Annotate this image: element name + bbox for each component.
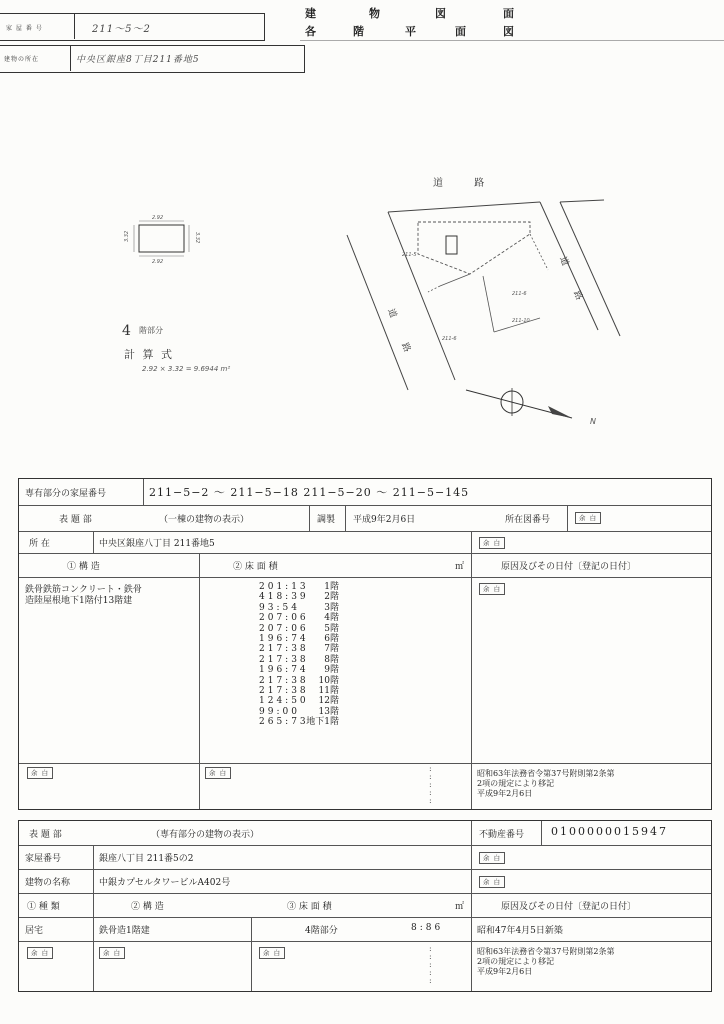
t2-note-1: 昭和63年法務省令第37号附則第2条第 [477, 947, 615, 956]
road-top-right [560, 200, 604, 202]
floor-area-value: 196:74 [259, 634, 309, 644]
t2-col-area: ③ 床 面 積 [287, 902, 332, 912]
floor-area-row [199, 644, 471, 654]
t1-vline-map [567, 505, 568, 531]
house-numbers-value: 211−5−2 〜 211−5−18 211−5−20 〜 211−5−145 [149, 486, 470, 499]
floor-name: 3階 [324, 602, 339, 613]
kind-value: 居宅 [25, 926, 44, 936]
floor-area-row [199, 613, 471, 623]
house-number-value: 211〜5〜2 [92, 24, 151, 35]
t2-hline-2 [19, 869, 711, 870]
location-value: 中央区銀座8丁目211番地5 [76, 55, 200, 65]
map-number-yohaku: 余 白 [575, 512, 601, 524]
road-right-label: 道路 [557, 255, 595, 328]
lot-line-1 [440, 274, 470, 286]
section-title: 表 題 部 [59, 515, 92, 525]
calc-label: 計 算 式 [124, 348, 174, 361]
col-area: ② 床 面 積 [233, 562, 278, 572]
map-number-label: 所在図番号 [505, 515, 551, 525]
prepared-value: 平成9年2月6日 [353, 515, 416, 525]
floor-area-value: 201:13 [259, 582, 309, 592]
t2-vline-kind [93, 917, 94, 991]
unit-floor-plan-rect [139, 225, 184, 252]
title2-char-3: 平 [405, 25, 416, 38]
floor-name: 13階 [318, 706, 339, 717]
plan-right-dim: 3.32 [194, 232, 200, 244]
t2-col-structure: ② 構 造 [131, 902, 164, 912]
section-sub: （一棟の建物の表示） [159, 515, 250, 525]
t2-house-number-yohaku: 余 白 [479, 852, 505, 864]
floor-area-value: 418:39 [259, 592, 309, 603]
floor-name: 11階 [318, 686, 339, 696]
t2-vline-structure [251, 917, 252, 991]
t2-note-3: 平成9年2月6日 [477, 967, 533, 976]
calc-formula: 2.92 × 3.32 = 9.6944 m² [142, 365, 231, 373]
road-top-edge [388, 202, 540, 212]
road-top-label: 道 路 [433, 178, 499, 189]
structure-value-1: 鉄骨鉄筋コンクリート・鉄骨 [25, 585, 142, 595]
t2-house-number-value: 銀座八丁目 211番5の2 [99, 854, 194, 864]
floor-area-row [199, 717, 471, 727]
compass-arrowhead [548, 406, 572, 418]
building-name-label: 建物の名称 [25, 878, 71, 888]
t2-vline-realestate [541, 821, 542, 845]
floor-area-value: 217:38 [259, 654, 309, 665]
floor-area-row [199, 707, 471, 717]
floor-label-text: 階部分 [139, 326, 163, 335]
col-structure: ① 構 造 [67, 562, 100, 572]
compass-north-label: N [590, 417, 596, 426]
t2-kind-yohaku: 余 白 [27, 947, 53, 959]
floor-name: 12階 [318, 696, 339, 707]
t2-note-2: 2項の規定により移記 [477, 957, 555, 966]
unit-marker [446, 236, 457, 254]
cause-note-2: 2項の規定により移記 [477, 779, 555, 788]
t2-section-title: 表 題 部 [29, 830, 62, 840]
t2-col-cause: 原因及びその日付〔登記の日付〕 [501, 902, 637, 912]
t2-cause-value: 昭和47年4月5日新築 [477, 926, 563, 936]
t2-col-area-unit: ㎡ [455, 902, 465, 912]
t2-col-kind: ① 種 類 [27, 902, 60, 912]
title-char-4: 面 [503, 7, 514, 20]
floor-name: 1階 [324, 582, 339, 592]
header-label-divider [74, 13, 75, 39]
structure-yohaku-bottom: 余 白 [27, 767, 53, 779]
t2-structure-yohaku: 余 白 [99, 947, 125, 959]
floor-area-row [199, 624, 471, 634]
t2-area-yohaku: 余 白 [259, 947, 285, 959]
floor-area-row [199, 676, 471, 686]
road-left-label: 道路 [385, 307, 423, 380]
t2-area-dots: : : : : : [429, 944, 432, 985]
t2-house-number-label: 家屋番号 [25, 854, 62, 864]
lot-211-10-label: 211-10 [512, 318, 530, 324]
house-numbers-label: 専有部分の家屋番号 [25, 489, 107, 499]
floor-area-value: 196:74 [259, 665, 309, 676]
floor-area-value: 99:00 [259, 706, 300, 717]
t1-vline-prep-1 [309, 505, 310, 531]
unit-register-table [18, 820, 712, 992]
area-yohaku-bottom: 余 白 [205, 767, 231, 779]
title2-char-4: 面 [455, 25, 466, 38]
lot-line-2 [428, 286, 440, 292]
floor-name: 6階 [324, 634, 339, 644]
structure-value-2: 造陸屋根地下1階付13階建 [25, 596, 133, 606]
location-value: 中央区銀座八丁目 211番地5 [99, 539, 215, 549]
location-label: 建物の所在 [4, 56, 40, 63]
lot-211-6-label: 211-6 [512, 291, 527, 297]
floor-area-row [199, 603, 471, 613]
floor-area-list [199, 582, 471, 762]
floor-area-row [199, 665, 471, 675]
floor-area-row [199, 696, 471, 706]
floor-area-value: 217:38 [259, 686, 309, 696]
floor-name: 2階 [324, 592, 339, 603]
floor-name: 7階 [324, 644, 339, 655]
floor-plan-drawing [0, 150, 724, 450]
floor-area-value: 217:38 [259, 675, 309, 686]
floor-name: 9階 [324, 665, 339, 676]
t1-vline-label [143, 479, 144, 505]
t1-hline-5 [19, 763, 711, 764]
floor-area-row [199, 592, 471, 602]
floor-area-value: 207:06 [259, 623, 309, 634]
building-name-value: 中銀カプセルタワービルA402号 [99, 878, 231, 888]
t1-vline-cause [471, 531, 472, 809]
location-yohaku: 余 白 [479, 537, 505, 549]
floor-name: 8階 [324, 654, 339, 665]
title-char-2: 物 [369, 7, 380, 20]
document-title-line2 [305, 23, 525, 37]
floor-area-row [199, 634, 471, 644]
t2-area-floor: 4階部分 [305, 926, 338, 936]
cause-note-3: 平成9年2月6日 [477, 789, 533, 798]
t2-hline-3 [19, 893, 711, 894]
floor-area-row [199, 582, 471, 592]
col-area-unit: ㎡ [455, 562, 465, 572]
real-estate-label: 不動産番号 [479, 830, 525, 840]
t1-hline-2 [19, 531, 711, 532]
lot-211-6b-label: 211-6 [442, 336, 457, 342]
t1-hline-3 [19, 553, 711, 554]
floor-area-value: 124:50 [259, 696, 309, 707]
floor-area-value: 217:38 [259, 644, 309, 655]
floor-name: 5階 [324, 623, 339, 634]
title-char-3: 図 [435, 7, 446, 20]
building-outline [418, 222, 530, 274]
floor-area-row [199, 655, 471, 665]
floor-area-value: 265:73 [259, 717, 309, 728]
title2-char-1: 各 [305, 25, 316, 38]
t1-vline-prep-2 [345, 505, 346, 531]
t2-hline-4 [19, 917, 711, 918]
floor-name: 10階 [318, 675, 339, 686]
t1-vline-loc [93, 531, 94, 553]
title2-char-2: 階 [353, 25, 364, 38]
lot-211-5-label: 211-5 [402, 252, 417, 258]
floor-label-number: 4 [122, 323, 131, 339]
t2-hline-5 [19, 941, 711, 942]
cause-yohaku: 余 白 [479, 583, 505, 595]
building-name-yohaku: 余 白 [479, 876, 505, 888]
floor-area-row [199, 686, 471, 696]
t2-structure-value: 鉄骨造1階建 [99, 926, 150, 936]
lot-line-3 [483, 276, 494, 332]
prepared-label: 調製 [317, 515, 336, 525]
floor-name: 地下1階 [306, 717, 339, 728]
header-location-divider [70, 45, 71, 71]
floor-area-value: 93:54 [259, 602, 300, 613]
document-title-line1 [305, 5, 525, 19]
t2-vline-cause [471, 821, 472, 991]
t1-hline-1 [19, 505, 711, 506]
plan-bottom-dim: 2.92 [152, 259, 164, 265]
plan-left-dim: 3.32 [124, 230, 130, 242]
cause-note-1: 昭和63年法務省令第37号附則第2条第 [477, 769, 615, 778]
t1-hline-4 [19, 577, 711, 578]
real-estate-value: 0100000015947 [551, 825, 668, 838]
lot-line-5 [530, 234, 548, 270]
title2-char-5: 図 [503, 25, 514, 38]
title-underline [300, 40, 724, 41]
building-register-table [18, 478, 712, 810]
t2-section-sub: （専有部分の建物の表示） [151, 830, 260, 840]
col-cause: 原因及びその日付〔登記の日付〕 [501, 562, 637, 572]
floor-name: 4階 [324, 613, 339, 624]
floor-area-value: 207:06 [259, 613, 309, 624]
t2-vline-label [93, 845, 94, 917]
location-label: 所 在 [29, 539, 50, 549]
t2-area-value: 8:86 [411, 923, 444, 933]
plan-top-dim: 2.92 [152, 215, 164, 221]
house-number-label: 家 屋 番 号 [6, 25, 43, 32]
road-left-inner [388, 212, 455, 380]
t2-hline-1 [19, 845, 711, 846]
area-dots-bottom: : : : : : [429, 764, 432, 805]
title-char-1: 建 [305, 7, 316, 20]
road-left-edge [347, 235, 408, 390]
